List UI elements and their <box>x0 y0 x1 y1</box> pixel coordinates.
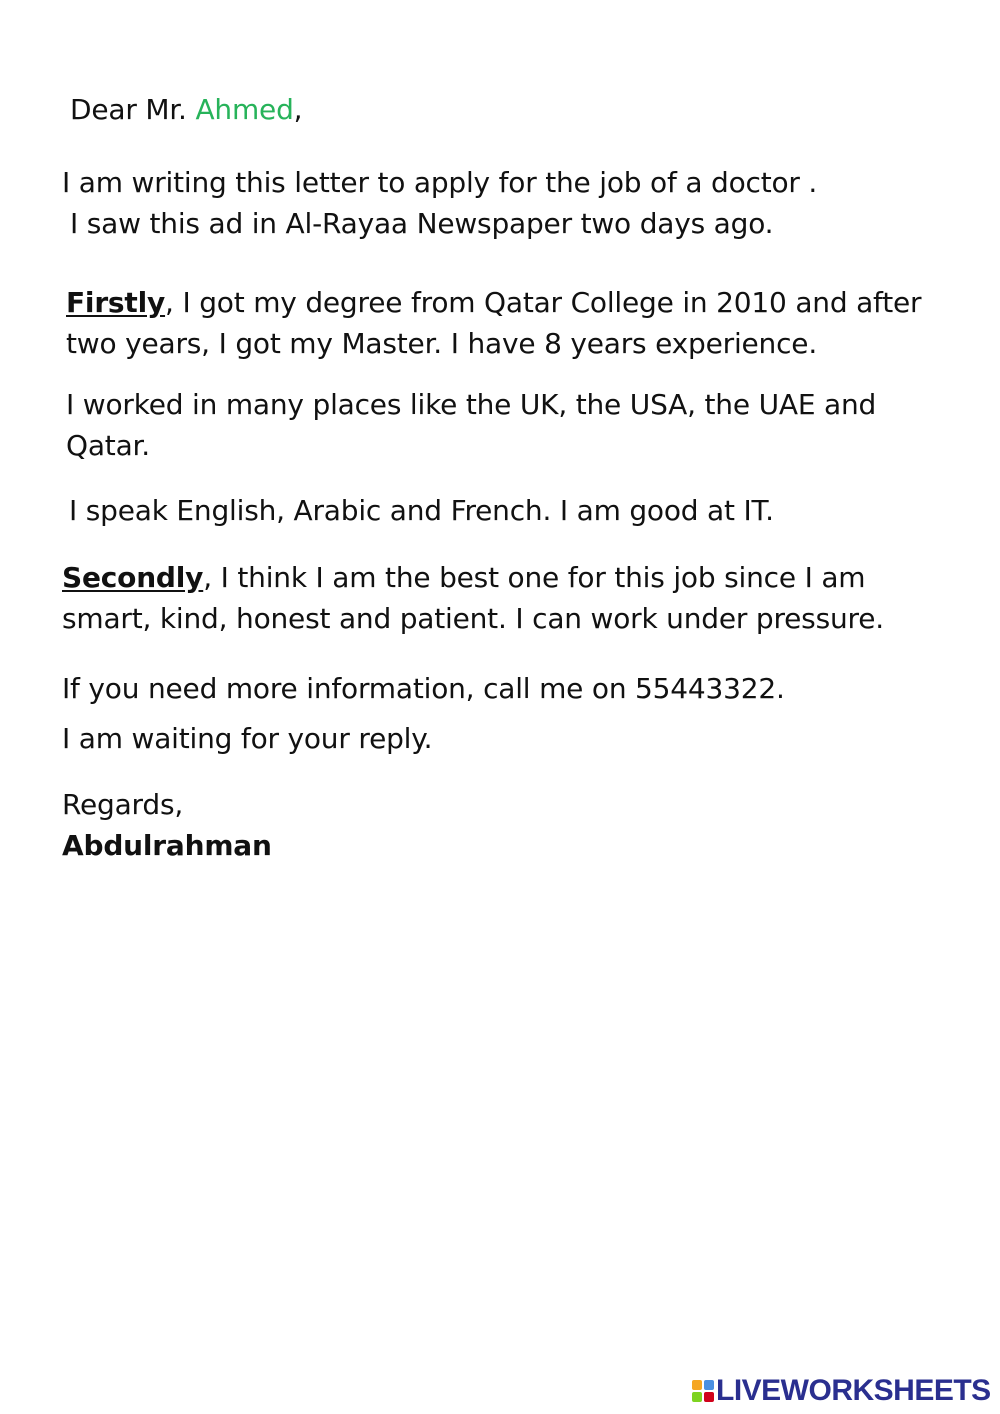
logo-tile-l <box>692 1380 702 1390</box>
firstly-text: , I got my degree from Qatar College in 2010 and after <box>165 286 922 319</box>
secondly-label: Secondly <box>62 561 204 594</box>
contact-line: If you need more information, call me on 55443322. <box>62 672 785 705</box>
intro-line-1: I am writing this letter to apply for the job of a doctor . <box>62 166 818 199</box>
firstly-label: Firstly <box>66 286 166 319</box>
brand-name: LIVEWORKSHEETS <box>716 1374 991 1407</box>
logo-tile-i <box>704 1380 714 1390</box>
secondly-line-1 <box>62 557 865 598</box>
firstly-line-1 <box>66 282 921 323</box>
liveworksheets-brand <box>692 1374 991 1408</box>
speak-line: I speak English, Arabic and French. I am good at IT. <box>69 494 774 527</box>
greeting-comma: , <box>293 93 303 126</box>
intro-line-2: I saw this ad in Al-Rayaa Newspaper two days ago. <box>70 207 774 240</box>
greeting-prefix: Dear Mr. <box>70 93 196 126</box>
worked-line-2: Qatar. <box>66 429 150 462</box>
waiting-line: I am waiting for your reply. <box>62 722 433 755</box>
logo-tile-e <box>704 1392 714 1402</box>
greeting <box>70 89 302 130</box>
firstly-line-2: two years, I got my Master. I have 8 years experience. <box>66 327 818 360</box>
worked-line-1: I worked in many places like the UK, the USA, the UAE and <box>66 388 877 421</box>
closing: Regards, <box>62 788 184 821</box>
secondly-text: , I think I am the best one for this job since I am <box>203 561 866 594</box>
signature: Abdulrahman <box>62 829 272 862</box>
recipient-name: Ahmed <box>195 93 294 126</box>
secondly-line-2: smart, kind, honest and patient. I can work under pressure. <box>62 602 884 635</box>
liveworksheets-logo-icon <box>692 1380 714 1402</box>
logo-tile-v <box>692 1392 702 1402</box>
